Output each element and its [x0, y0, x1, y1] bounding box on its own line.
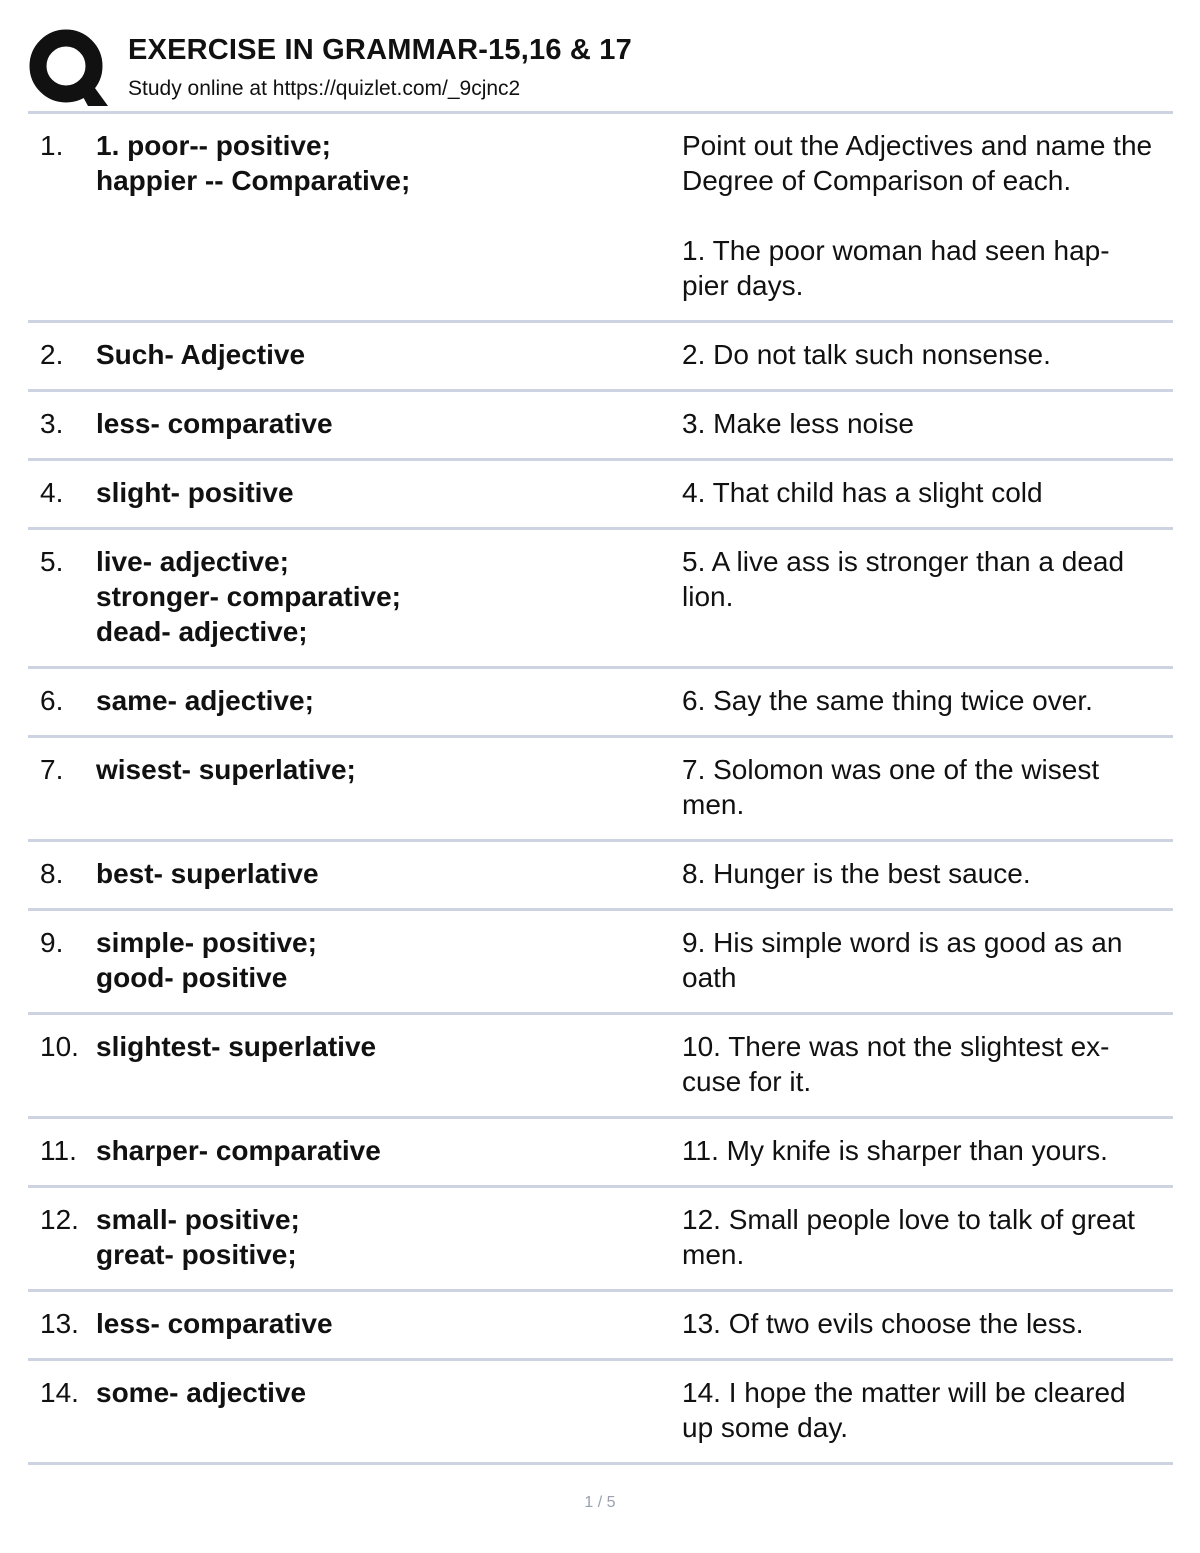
flashcard-row [28, 461, 1173, 530]
card-term: same- adjective; [96, 685, 314, 716]
flashcard-row [28, 323, 1173, 392]
flashcard-row [28, 1015, 1173, 1119]
flashcard-row [28, 530, 1173, 669]
card-term: some- adjective [96, 1377, 307, 1408]
card-term: less- comparative [96, 1308, 333, 1339]
card-term: wisest- superlative; [96, 754, 356, 785]
card-number: 3. [40, 408, 64, 439]
card-definition: 2. Do not talk such nonsense. [682, 339, 1051, 370]
flashcard-row [28, 1188, 1173, 1292]
flashcard-row [28, 911, 1173, 1015]
flashcard-row [28, 738, 1173, 842]
card-number: 6. [40, 685, 64, 716]
card-term: less- comparative [96, 408, 333, 439]
card-definition: 3. Make less noise [682, 408, 914, 439]
card-number: 2. [40, 339, 64, 370]
flashcard-row [28, 669, 1173, 738]
card-definition: 14. I hope the matter will be cleared up some day. [682, 1377, 1126, 1443]
card-term: slightest- superlative [96, 1031, 377, 1062]
card-number: 14. [40, 1377, 79, 1408]
card-term: small- positive; great- positive; [96, 1204, 300, 1270]
card-definition: 13. Of two evils choose the less. [682, 1308, 1084, 1339]
page-number: 1 / 5 [584, 1494, 616, 1511]
card-number: 8. [40, 858, 64, 889]
card-definition: 4. That child has a slight cold [682, 477, 1043, 508]
card-definition: 9. His simple word is as good as an oath [682, 927, 1123, 993]
flashcard-row [28, 842, 1173, 911]
card-number: 12. [40, 1204, 79, 1235]
card-number: 11. [40, 1135, 77, 1166]
card-definition: 6. Say the same thing twice over. [682, 685, 1093, 716]
card-definition: Point out the Adjectives and name the Degree of Comparison of each. 1. The poor woman had seen hap- pier days. [682, 130, 1153, 301]
card-term: simple- positive; good- positive [96, 927, 317, 993]
card-definition: 5. A live ass is stronger than a dead lion. [682, 546, 1125, 612]
card-definition: 8. Hunger is the best sauce. [682, 858, 1031, 889]
flashcard-list [28, 111, 1173, 1465]
flashcard-row [28, 1292, 1173, 1361]
card-number: 5. [40, 546, 64, 577]
card-number: 4. [40, 477, 64, 508]
card-definition: 11. My knife is sharper than yours. [682, 1135, 1108, 1166]
card-term: 1. poor-- positive; happier -- Comparative; [96, 130, 411, 196]
quizlet-logo-icon [28, 28, 108, 108]
card-number: 10. [40, 1031, 79, 1062]
card-term: slight- positive [96, 477, 294, 508]
card-number: 9. [40, 927, 64, 958]
page-title: EXERCISE IN GRAMMAR-15,16 & 17 [128, 34, 632, 66]
flashcard-row [28, 1119, 1173, 1188]
flashcard-row [28, 392, 1173, 461]
flashcard-row [28, 114, 1173, 323]
card-term: best- superlative [96, 858, 319, 889]
card-term: sharper- comparative [96, 1135, 381, 1166]
flashcard-row [28, 1361, 1173, 1465]
card-term: live- adjective; stronger- comparative; dead- adjective; [96, 546, 401, 647]
card-definition: 7. Solomon was one of the wisest men. [682, 754, 1100, 820]
page-header [28, 28, 1173, 112]
card-number: 1. [40, 130, 64, 161]
card-definition: 10. There was not the slightest ex- cuse for it. [682, 1031, 1110, 1097]
card-number: 7. [40, 754, 64, 785]
card-term: Such- Adjective [96, 339, 306, 370]
card-definition: 12. Small people love to talk of great men. [682, 1204, 1135, 1270]
card-number: 13. [40, 1308, 79, 1339]
study-link-text: Study online at https://quizlet.com/_9cjnc2 [128, 77, 521, 100]
